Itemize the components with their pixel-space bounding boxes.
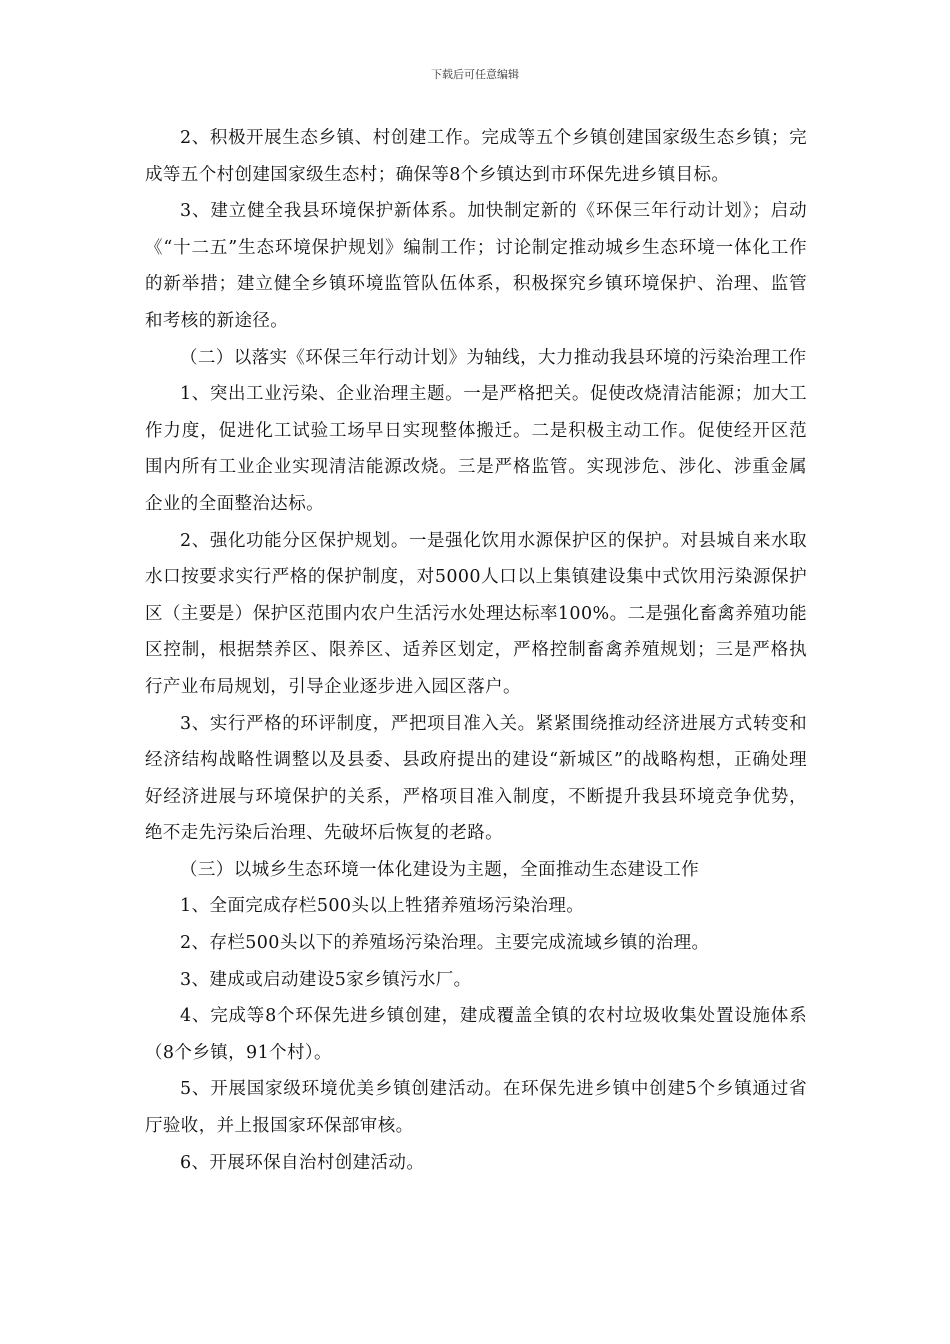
list-item: 6、开展环保自治村创建活动。 <box>180 1152 425 1173</box>
paragraph: 2、积极开展生态乡镇、村创建工作。完成等五个乡镇创建国家级生态乡镇；完成等五个村创建国家级生态村；确保等8个乡镇达到市环保先进乡镇目标。 <box>145 128 807 185</box>
section-heading: （二）以落实《环保三年行动计划》为轴线，大力推动我县环境的污染治理工作 <box>180 347 807 368</box>
document-body <box>145 120 807 1181</box>
paragraph: 3、实行严格的环评制度，严把项目准入关。紧紧围绕推动经济进展方式转变和经济结构战略性调整以及县委、县政府提出的建设“新城区”的战略构想，正确处理好经济进展与环境保护的关系，严格项目准入制度，不断提升我县环境竞争优势，绝不走先污染后治理、先破坏后恢复的老路。 <box>145 713 807 844</box>
page-header: 下载后可任意编辑 <box>431 68 519 81</box>
paragraph: 1、突出工业污染、企业治理主题。一是严格把关。促使改烧清洁能源；加大工作力度，促进化工试验工场早日实现整体搬迁。二是积极主动工作。促使经开区范围内所有工业企业实现清洁能源改烧。三是严格监管。实现涉危、涉化、涉重金属企业的全面整治达标。 <box>145 384 807 514</box>
list-item: 5、开展国家级环境优美乡镇创建活动。在环保先进乡镇中创建5个乡镇通过省厅验收，并上报国家环保部审核。 <box>145 1079 807 1137</box>
list-item: 3、建成或启动建设5家乡镇污水厂。 <box>180 969 472 990</box>
paragraph: 3、建立健全我县环境保护新体系。加快制定新的《环保三年行动计划》；启动《“十二五”生态环境保护规划》编制工作；讨论制定推动城乡生态环境一体化工作的新举措；建立健全乡镇环境监管队伍体系，积极探究乡镇环境保护、治理、监管和考核的新途径。 <box>145 201 807 331</box>
list-item: 1、全面完成存栏500头以上牲猪养殖场污染治理。 <box>180 896 585 917</box>
list-item: 4、完成等8个环保先进乡镇创建，建成覆盖全镇的农村垃圾收集处置设施体系（8个乡镇，91个村）。 <box>145 1006 807 1063</box>
section-heading: （三）以城乡生态环境一体化建设为主题，全面推动生态建设工作 <box>180 859 700 880</box>
paragraph: 2、强化功能分区保护规划。一是强化饮用水源保护区的保护。对县城自来水取水口按要求实行严格的保护制度，对5000人口以上集镇建设集中式饮用污染源保护区（主要是）保护区范围内农户生活污水处理达标率100%。二是强化畜禽养殖功能区控制，根据禁养区、限养区、适养区划定，严格控制畜禽养殖规划；三是严格执行产业布局规划，引导企业逐步进入园区落户。 <box>145 530 807 697</box>
list-item: 2、存栏500头以下的养殖场污染治理。主要完成流域乡镇的治理。 <box>180 933 710 954</box>
